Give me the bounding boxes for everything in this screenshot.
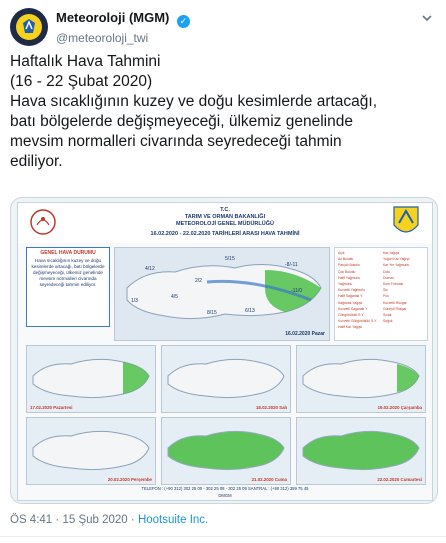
general-weather-text: Hava sıcaklığının kuzey ve doğu kesimlerde artacağı, batı bölgelerde değişmeyeceği, ülkemiz genelinde mevsim normalleri civarında seyredeceği tahmin ediliyor. [31,258,105,287]
poster-site: DMGM [218,493,232,498]
legend-item: Açık [338,251,345,255]
temp-label: 1/3 [131,298,138,304]
poster-line-directorate: METEOROLOJİ GENEL MÜDÜRLÜĞÜ [176,221,274,227]
temp-label: -11/0 [291,288,303,294]
legend-item: Yağmurlu [338,282,353,287]
legend-item: Kuvvetli Yağmurlu [338,288,366,293]
legend-item: Kuvvetli Sağanak Y. [338,306,368,311]
tweet-line: Haftalık Hava Tahmini [10,53,161,70]
day-label: 21.02.2020 Cuma [251,477,287,482]
legend-item: Sıcak [383,313,392,318]
tweet-date[interactable]: 15 Şub 2020 [62,514,128,526]
temp-label: 8/15 [207,310,217,316]
temp-label: 4/5 [171,294,178,300]
legend-item: Güneyli Rüzgar [383,306,407,311]
temp-label: 6/13 [245,308,255,314]
verified-badge-icon: ✓ [177,15,190,28]
day-map [26,417,156,485]
tweet-line: (16 - 22 Şubat 2020) [10,73,153,90]
day-label: 22.02.2020 Cumartesi [377,477,422,482]
temp-label: -8/-11 [285,262,298,268]
legend-item: Kar Yağışlı [383,251,400,255]
tweet-meta [10,514,208,526]
legend-right [383,250,425,324]
poster-footer: TELEFON : (+90 312) 302 25 00 - 302 25 08 - 302 25 09 SANTRAL : (+90 312) 359 75 45 [141,486,309,491]
main-day-label: 16.02.2020 Pazar [285,331,325,337]
poster-line-tc: T.C. [220,207,230,213]
day-map [161,345,291,413]
legend-item: Duman [383,275,394,280]
legend-item: Hafif Yağmurlu [338,275,361,280]
temp-label: 4/12 [145,266,155,272]
day-label: 19.02.2020 Çarşamba [377,405,422,410]
mgm-shield-icon [392,205,420,239]
tweet-line: mevsim normalleri civarında seyredeceği tahmin [10,133,342,150]
legend-item: Hafif Sağanak Y. [338,294,363,299]
display-name[interactable]: Meteoroloji (MGM) [56,10,170,25]
divider [0,536,446,537]
main-forecast-map [114,247,330,341]
tweet-line: ediliyor. [10,153,63,170]
day-map [296,417,426,485]
mgm-logo-icon [16,14,42,40]
day-label: 18.02.2020 Salı [255,405,287,410]
general-weather-title: GENEL HAVA DURUMU [40,250,96,256]
tweet-source-link[interactable]: Hootsuite Inc. [137,514,209,526]
temp-label: 2/2 [195,278,202,284]
poster-header [18,203,432,243]
day-map [296,345,426,413]
legend-item: Soğuk [383,319,393,324]
legend-item: Hafif Kar Yağışlı [338,325,363,330]
legend-item: Az Bulutlu [338,257,354,262]
legend-item: Pus [383,294,389,299]
legend-item: Kuvvetli Rüzgar [383,300,407,305]
legend-item: Çok Bulutlu [338,269,356,274]
tweet-text [10,52,438,172]
tweet-time[interactable]: ÖS 4:41 [10,514,53,526]
legend-item: Gökgürültülü S.Y. [338,313,365,318]
chevron-down-icon[interactable] [420,12,434,26]
legend-item: Sağanak Yağışlı [338,300,363,305]
legend-left [338,250,382,331]
tweet-line: batı bölgelerde değişmeyeceği, ülkemiz genelinde [10,113,353,130]
legend-item: Kar Yer Yağmurlu [383,263,410,268]
legend-item: Dolu [383,269,390,274]
day-label: 17.02.2020 Pazartesi [30,405,73,410]
tweet-media[interactable] [10,197,438,504]
handle[interactable]: @meteoroloji_twi [56,31,149,45]
legend-item: Kum Fırtınası [383,282,404,287]
tweet-header [10,8,436,48]
tweet-line: Hava sıcaklığının kuzey ve doğu kesimlerde artacağı, [10,93,378,110]
day-label: 20.02.2020 Perşembe [107,477,152,482]
general-weather-box [26,247,110,327]
day-map [26,345,156,413]
temp-label: 5/15 [225,256,235,262]
legend-item: Sis [383,288,388,293]
legend-box [334,247,428,341]
meta-separator: · [55,514,60,526]
legend-item: Kuvvetli Gökgürültülü S.Y. [338,319,377,324]
poster-line-ministry: TARIM VE ORMAN BAKANLIĞI [184,214,266,220]
poster-date-range: 16.02.2020 - 22.02.2020 TARİHLERİ ARASI HAVA TAHMİNİ [150,231,300,237]
legend-item: Parçalı Bulutlu [338,263,360,268]
day-map [161,417,291,485]
legend-item: Yoğun Kar Yağışlı [383,257,410,262]
avatar[interactable] [10,8,48,46]
weather-poster [17,202,433,501]
meta-separator: · [130,514,135,526]
